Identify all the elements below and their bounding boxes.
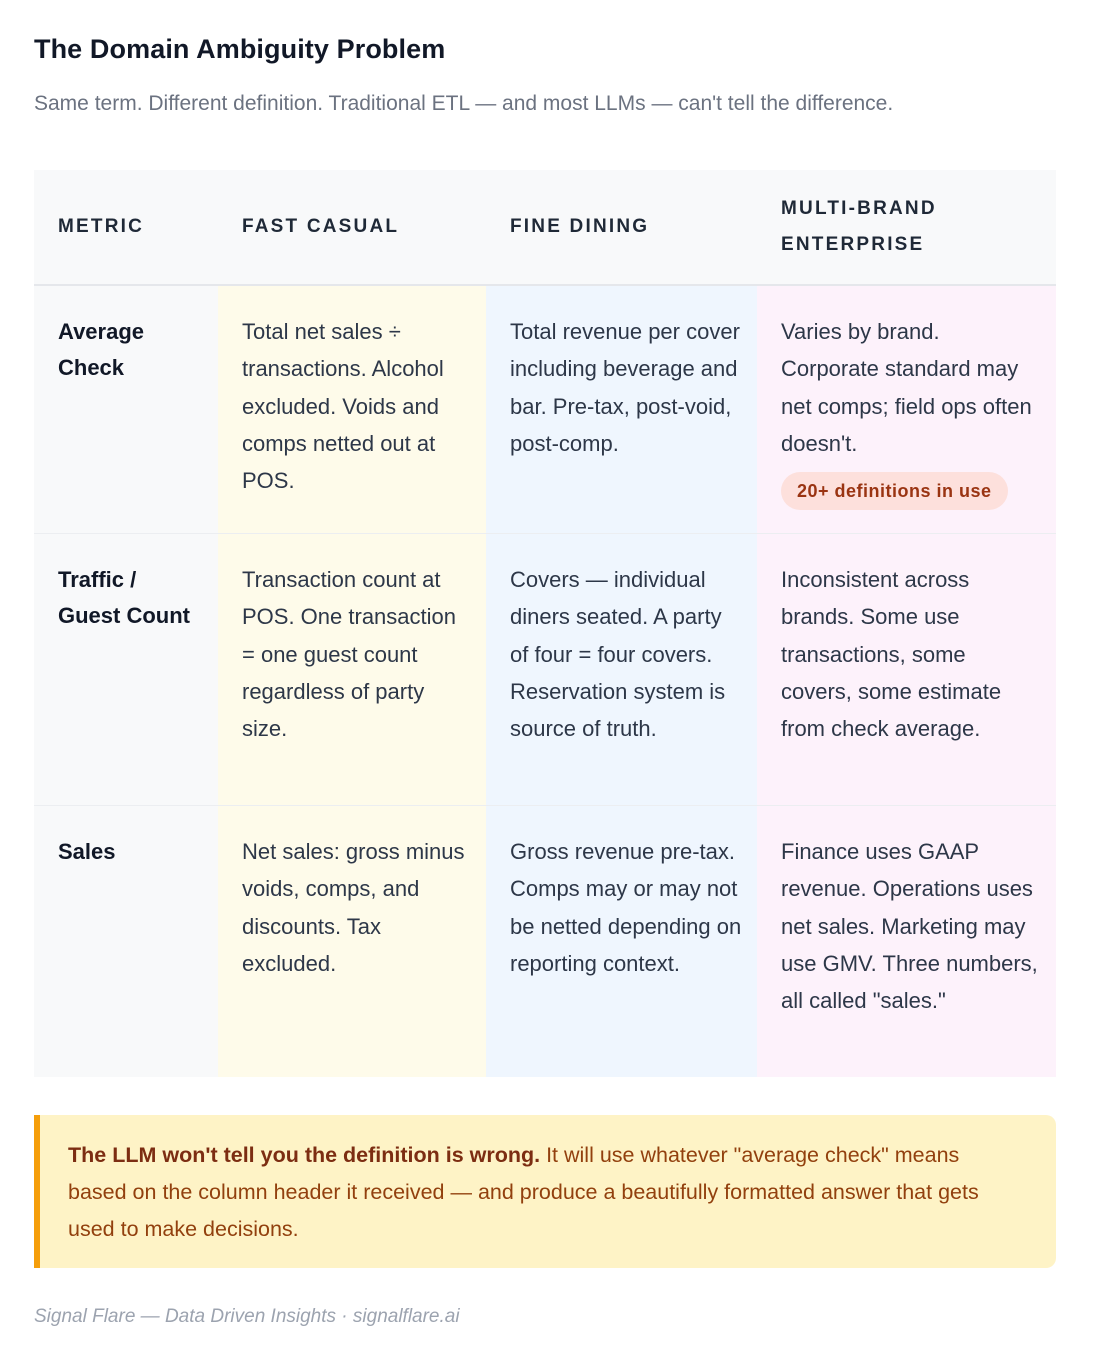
callout-text: It will use whatever "average check" means based on the column header it received — and produce a beautifully formatted answer that gets used to make decisions. [68,1143,979,1241]
fast-casual-cell: Transaction count at POS. One transaction = one guest count regardless of party size. [218,534,486,805]
footer-credit: Signal Flare — Data Driven Insights · signalflare.ai [34,1306,460,1327]
multi-brand-cell [757,286,1056,533]
page-title: The Domain Ambiguity Problem [34,34,446,64]
fine-dining-cell: Covers — individual diners seated. A party of four = four covers. Reservation system is source of truth. [486,534,757,805]
warning-callout [34,1115,1056,1268]
table-header [34,170,1056,286]
comparison-table [34,170,1056,1077]
header-fast-casual: FAST CASUAL [242,216,400,237]
header-multi-brand: MULTI-BRAND ENTERPRISE [781,198,937,255]
fine-dining-cell: Total revenue per cover including beverage and bar. Pre-tax, post-void, post-comp. [486,286,757,533]
definitions-badge: 20+ definitions in use [781,472,1008,510]
multi-brand-cell: Finance uses GAAP revenue. Operations uses net sales. Marketing may use GMV. Three numbers, all called "sales." [757,806,1056,1077]
metric-cell: Average Check [34,286,218,533]
fast-casual-cell: Total net sales ÷ transactions. Alcohol excluded. Voids and comps netted out at POS. [218,286,486,533]
callout-bold: The LLM won't tell you the definition is wrong. [68,1143,541,1167]
multi-brand-cell: Inconsistent across brands. Some use transactions, some covers, some estimate from check average. [757,534,1056,805]
metric-cell: Sales [34,806,218,1077]
metric-cell: Traffic / Guest Count [34,534,218,805]
table-row [34,286,1056,534]
multi-brand-text: Varies by brand. Corporate standard may net comps; field ops often doesn't. [781,319,1032,456]
table-row [34,806,1056,1077]
header-metric: METRIC [58,216,145,237]
table-row [34,534,1056,806]
page-subtitle: Same term. Different definition. Traditional ETL — and most LLMs — can't tell the difference. [34,92,894,115]
fine-dining-cell: Gross revenue pre-tax. Comps may or may not be netted depending on reporting context. [486,806,757,1077]
header-fine-dining: FINE DINING [510,216,650,237]
fast-casual-cell: Net sales: gross minus voids, comps, and discounts. Tax excluded. [218,806,486,1077]
